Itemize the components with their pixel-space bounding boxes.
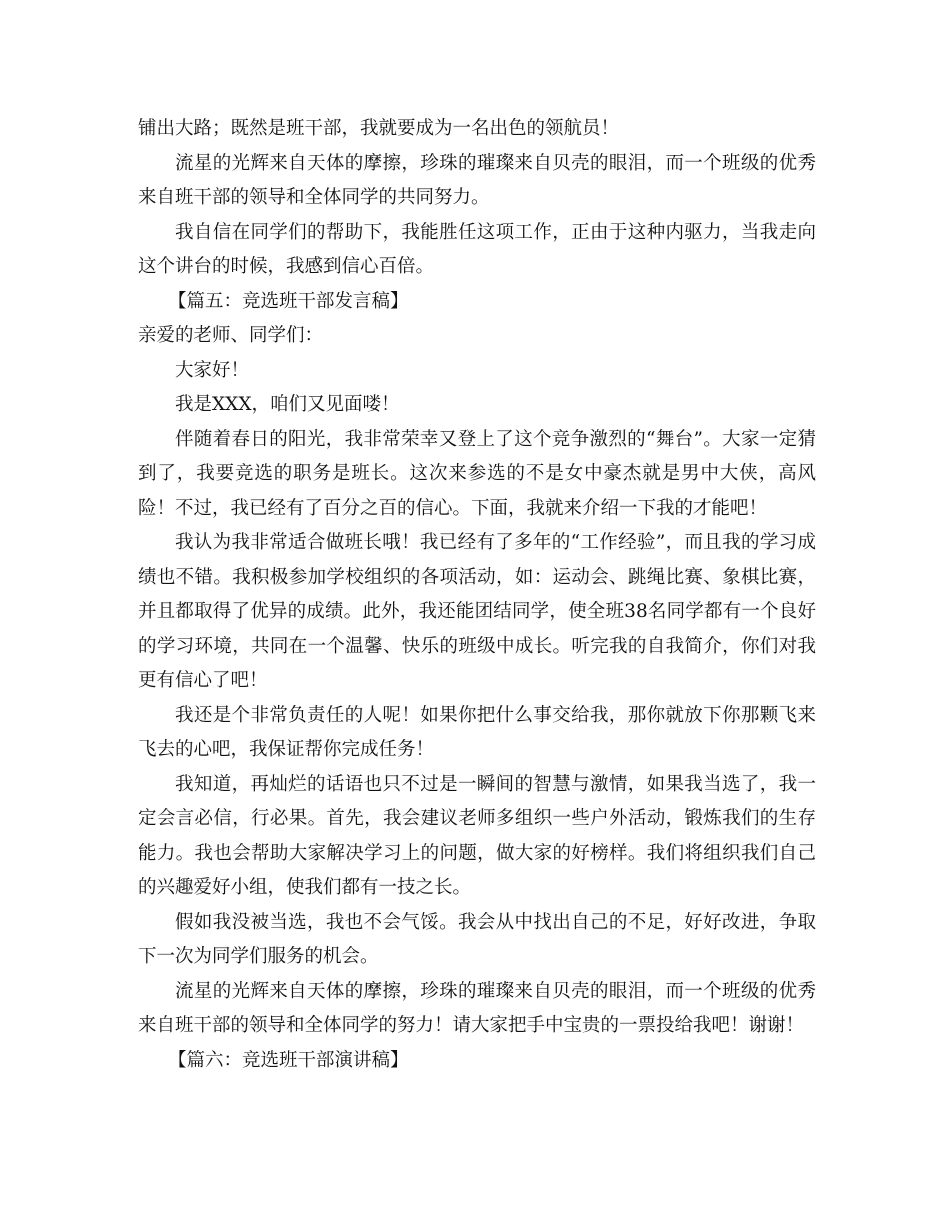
paragraph-meteor-pearl: 流星的光辉来自天体的摩擦，珍珠的璀璨来自贝壳的眼泪，而一个班级的优秀来自班干部的领导和全体同学的共同努力。 — [138, 152, 816, 208]
section-heading-part-six: 【篇六：竞选班干部演讲稿】 — [168, 1049, 409, 1071]
section-heading-part-five: 【篇五：竞选班干部发言稿】 — [168, 290, 409, 312]
paragraph-continuation: 铺出大路；既然是班干部，我就要成为一名出色的领航员！ — [138, 118, 620, 139]
paragraph-suitable-monitor: 我认为我非常适合做班长哦！我已经有了多年的“工作经验”，而且我的学习成绩也不错。我积极参加学校组织的各项活动，如：运动会、跳绳比赛、象棋比赛，并且都取得了优异的成绩。此外，我还能团结同学，使全班38名同学都有一个良好的学习环境，共同在一个温馨、快乐的班级中成长。听完我的自我简介，你们对我更有信心了吧！ — [138, 532, 816, 691]
document-body — [138, 112, 816, 1078]
paragraph-spring-stage: 伴随着春日的阳光，我非常荣幸又登上了这个竞争激烈的“舞台”。大家一定猜到了，我要竞选的职务是班长。这次来参选的不是女中豪杰就是男中大侠，高风险！不过，我已经有了百分之百的信心。下面，我就来介绍一下我的才能吧！ — [138, 428, 816, 519]
salutation: 亲爱的老师、同学们： — [138, 325, 324, 346]
paragraph-confidence: 我自信在同学们的帮助下，我能胜任这项工作，正由于这种内驱力，当我走向这个讲台的时候，我感到信心百倍。 — [138, 221, 816, 277]
paragraph-if-not-elected: 假如我没被当选，我也不会气馁。我会从中找出自己的不足，好好改进，争取下一次为同学们服务的机会。 — [138, 911, 816, 967]
paragraph-closing: 流星的光辉来自天体的摩擦，珍珠的璀璨来自贝壳的眼泪，而一个班级的优秀来自班干部的领导和全体同学的努力！请大家把手中宝贵的一票投给我吧！谢谢！ — [138, 980, 816, 1036]
paragraph-promises: 我知道，再灿烂的话语也只不过是一瞬间的智慧与激情，如果我当选了，我一定会言必信，行必果。首先，我会建议老师多组织一些户外活动，锻炼我们的生存能力。我也会帮助大家解决学习上的问题，做大家的好榜样。我们将组织我们自己的兴趣爱好小组，使我们都有一技之长。 — [138, 773, 816, 898]
greeting: 大家好！ — [175, 359, 250, 381]
paragraph-responsible: 我还是个非常负责任的人呢！如果你把什么事交给我，那你就放下你那颗飞来飞去的心吧，我保证帮你完成任务！ — [138, 704, 816, 760]
self-introduction: 我是XXX，咱们又见面喽！ — [175, 394, 400, 415]
